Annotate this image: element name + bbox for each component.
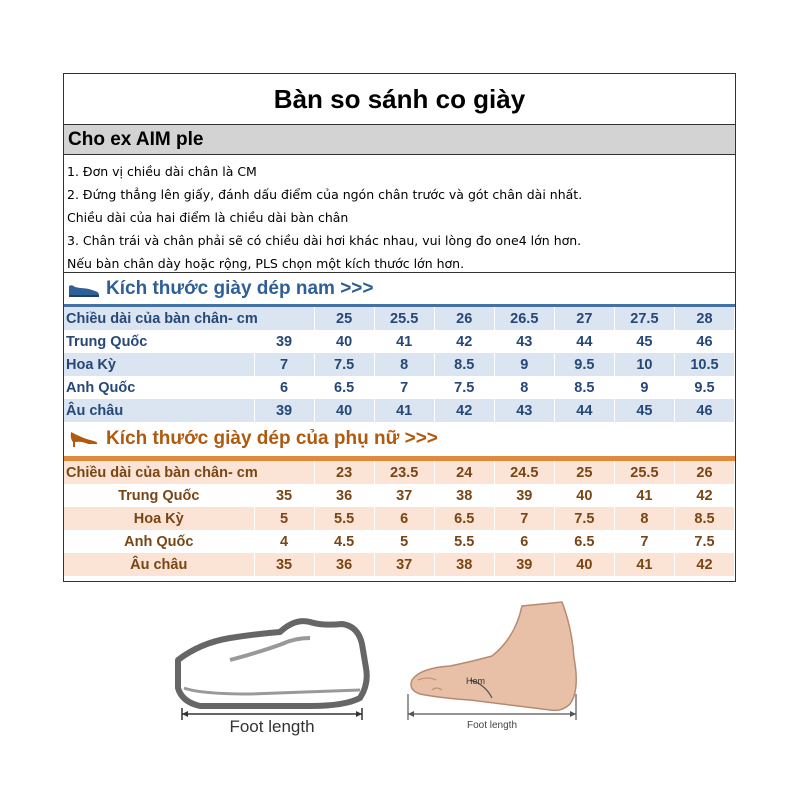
- size-cell: 41: [374, 399, 434, 422]
- table-row: [64, 553, 735, 576]
- size-cell: 8.5: [674, 507, 734, 530]
- size-cell: 6.5: [314, 376, 374, 399]
- size-cell: 40: [314, 399, 374, 422]
- size-cell: 23: [314, 460, 374, 484]
- size-cell: 8.5: [434, 353, 494, 376]
- size-cell: 40: [554, 553, 614, 576]
- size-cell: 5: [254, 507, 314, 530]
- table-row: [64, 307, 735, 330]
- size-cell: 26: [434, 307, 494, 330]
- size-cell: 9.5: [554, 353, 614, 376]
- size-cell: 45: [614, 399, 674, 422]
- men-section-heading: [64, 273, 735, 307]
- size-cell: 35: [254, 484, 314, 507]
- size-cell: 5: [374, 530, 434, 553]
- size-cell: 8: [494, 376, 554, 399]
- size-cell: 10.5: [674, 353, 734, 376]
- size-cell: 44: [554, 330, 614, 353]
- size-cell: 23.5: [374, 460, 434, 484]
- foot-caption: Foot length: [466, 720, 518, 731]
- size-cell: 43: [494, 330, 554, 353]
- men-size-table: [64, 307, 735, 422]
- row-label: Anh Quốc: [64, 376, 254, 399]
- size-cell: 5.5: [434, 530, 494, 553]
- table-row: [64, 460, 735, 484]
- chart-title: Bàn so sánh co giày: [64, 74, 735, 125]
- size-cell: 7: [494, 507, 554, 530]
- row-label: Hoa Kỳ: [64, 507, 254, 530]
- instruction-line: 3. Chân trái và chân phải sẽ có chiều dài hơi khác nhau, vui lòng đo one4 lớn hơn.: [67, 233, 582, 248]
- size-chart: [63, 73, 736, 582]
- table-row: [64, 507, 735, 530]
- size-cell: 7.5: [314, 353, 374, 376]
- instruction-line: Chiều dài của hai điểm là chiều dài bàn chân: [67, 210, 349, 225]
- table-row: [64, 530, 735, 553]
- size-cell: 36: [314, 553, 374, 576]
- size-cell: 37: [374, 553, 434, 576]
- row-label: Chiều dài của bàn chân- cm: [64, 307, 314, 330]
- shoe-caption: Foot length: [229, 717, 315, 736]
- size-cell: 37: [374, 484, 434, 507]
- size-cell: 7: [374, 376, 434, 399]
- row-label: Trung Quốc: [64, 330, 254, 353]
- size-cell: 28: [674, 307, 734, 330]
- size-cell: 35: [254, 553, 314, 576]
- size-cell: 39: [494, 553, 554, 576]
- size-cell: 9: [494, 353, 554, 376]
- size-cell: 26.5: [494, 307, 554, 330]
- size-cell: 25.5: [614, 460, 674, 484]
- size-cell: 44: [554, 399, 614, 422]
- size-cell: 42: [674, 484, 734, 507]
- table-row: [64, 376, 735, 399]
- size-cell: 41: [374, 330, 434, 353]
- men-heading-text: Kích thước giày dép nam >>>: [106, 277, 374, 299]
- size-cell: 40: [554, 484, 614, 507]
- row-label: Âu châu: [64, 553, 254, 576]
- size-cell: 8.5: [554, 376, 614, 399]
- sneaker-illustration: [178, 621, 367, 736]
- size-cell: 40: [314, 330, 374, 353]
- size-cell: 10: [614, 353, 674, 376]
- size-cell: 25: [554, 460, 614, 484]
- size-cell: 7: [254, 353, 314, 376]
- table-row: [64, 353, 735, 376]
- table-row: [64, 330, 735, 353]
- size-cell: 26: [674, 460, 734, 484]
- size-cell: 41: [614, 484, 674, 507]
- size-cell: 42: [434, 330, 494, 353]
- size-cell: 9.5: [674, 376, 734, 399]
- size-cell: 46: [674, 330, 734, 353]
- row-label: Âu châu: [64, 399, 254, 422]
- size-cell: 7.5: [434, 376, 494, 399]
- size-cell: 4: [254, 530, 314, 553]
- instruction-line: Nếu bàn chân dày hoặc rộng, PLS chọn một kích thước lớn hơn.: [67, 256, 465, 271]
- size-cell: 9: [614, 376, 674, 399]
- size-cell: 36: [314, 484, 374, 507]
- brand-bar: Cho ex AIM ple: [64, 125, 735, 155]
- size-cell: 39: [494, 484, 554, 507]
- size-cell: 43: [494, 399, 554, 422]
- size-cell: 25: [314, 307, 374, 330]
- size-cell: 6.5: [554, 530, 614, 553]
- foot-label: Hem: [466, 676, 486, 686]
- size-cell: 39: [254, 330, 314, 353]
- table-row: [64, 484, 735, 507]
- row-label: Anh Quốc: [64, 530, 254, 553]
- mens-shoe-icon: [68, 280, 100, 298]
- size-cell: 24.5: [494, 460, 554, 484]
- measurement-illustrations: [170, 598, 630, 748]
- size-cell: 6: [494, 530, 554, 553]
- row-label: Chiều dài của bàn chân- cm: [64, 460, 314, 484]
- size-cell: 45: [614, 330, 674, 353]
- size-cell: 6: [254, 376, 314, 399]
- size-cell: 42: [674, 553, 734, 576]
- row-label: Hoa Kỳ: [64, 353, 254, 376]
- size-cell: 7: [614, 530, 674, 553]
- size-cell: 4.5: [314, 530, 374, 553]
- size-cell: 27.5: [614, 307, 674, 330]
- size-cell: 41: [614, 553, 674, 576]
- size-cell: 8: [374, 353, 434, 376]
- size-cell: 24: [434, 460, 494, 484]
- size-cell: 6.5: [434, 507, 494, 530]
- size-cell: 39: [254, 399, 314, 422]
- size-cell: 38: [434, 484, 494, 507]
- row-label: Trung Quốc: [64, 484, 254, 507]
- size-cell: 27: [554, 307, 614, 330]
- women-size-table: [64, 459, 735, 576]
- foot-illustration: [408, 602, 576, 731]
- size-cell: 46: [674, 399, 734, 422]
- table-row: [64, 399, 735, 422]
- size-cell: 25.5: [374, 307, 434, 330]
- women-section-heading: [64, 422, 735, 459]
- women-heading-text: Kích thước giày dép của phụ nữ >>>: [106, 428, 438, 449]
- size-cell: 42: [434, 399, 494, 422]
- instruction-line: 2. Đứng thẳng lên giấy, đánh dấu điểm của ngón chân trước và gót chân dài nhất.: [67, 187, 583, 202]
- size-cell: 6: [374, 507, 434, 530]
- high-heel-icon: [68, 430, 100, 448]
- instruction-line: 1. Đơn vị chiều dài chân là CM: [67, 164, 257, 179]
- size-cell: 7.5: [554, 507, 614, 530]
- size-cell: 5.5: [314, 507, 374, 530]
- size-cell: 8: [614, 507, 674, 530]
- size-cell: 38: [434, 553, 494, 576]
- instructions: [64, 155, 735, 273]
- size-cell: 7.5: [674, 530, 734, 553]
